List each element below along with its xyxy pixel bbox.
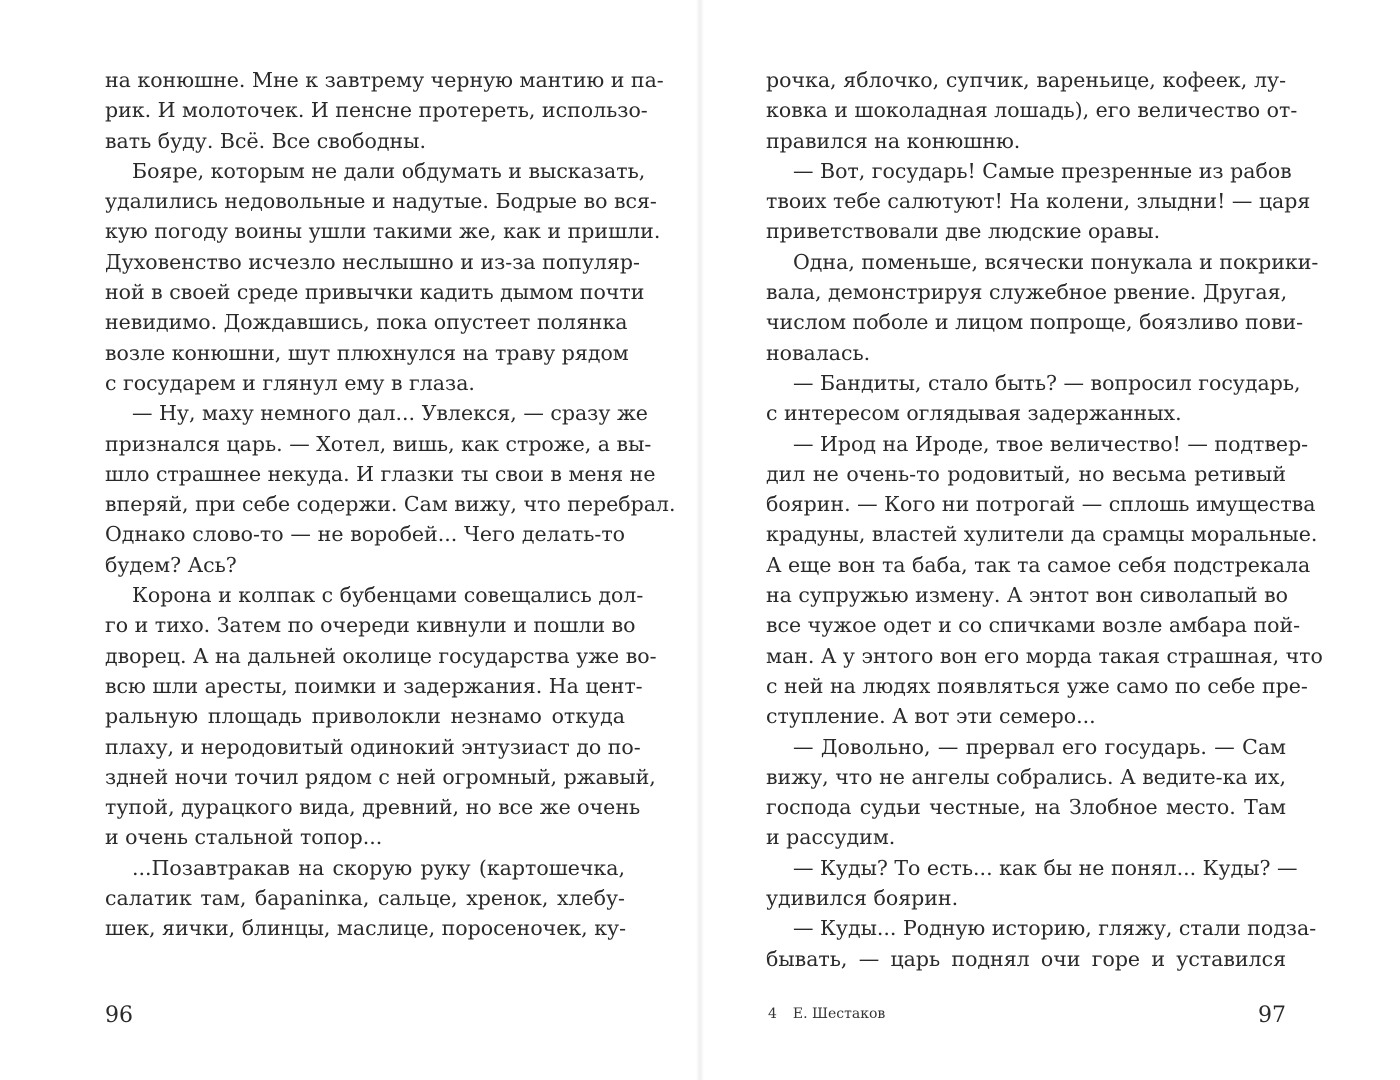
text-line: боярин. — Кого ни потрогай — сплошь имущества [766, 492, 1316, 517]
printer-signature [768, 1006, 885, 1022]
text-line: ральную площадь приволокли незнамо откуда [105, 704, 625, 729]
text-line: салатик там, бараninка, сальце, хренок, хлебу- [105, 886, 625, 911]
text-line: вала, демонстрируя служебное рвение. Другая, [766, 280, 1288, 305]
text-line: вперяй, при себе содержи. Сам вижу, что перебрал. [105, 492, 676, 517]
text-line: все чужое одет и со спичками возле амбара пой- [766, 613, 1301, 638]
text-line: признался царь. — Хотел, вишь, как строже, а вы- [105, 431, 652, 456]
text-line: А еще вон та баба, так та самое себя подстрекала [766, 552, 1311, 577]
text-line: дворец. А на дальней околице государства уже во- [105, 643, 657, 668]
text-line: — Ирод на Ироде, твое величество! — подтвер- [793, 431, 1309, 456]
text-line: Корона и колпак с бубенцами совещались дол- [132, 583, 644, 608]
text-line: невидимо. Дождавшись, пока опустеет полянка [105, 310, 628, 335]
text-line: ман. А у энтого вон его морда такая страшная, что [766, 643, 1323, 668]
text-line: — Довольно, — прервал его государь. — Сам [793, 734, 1286, 759]
text-line: — Бандиты, стало быть? — вопросил государь, [793, 370, 1301, 395]
text-line: — Куды... Родную историю, гляжу, стали подза- [793, 916, 1317, 941]
text-line: Духовенство исчезло неслышно и из-за популяр- [105, 249, 640, 274]
text-line: ...Позавтракав на скорую руку (картошечка, [132, 855, 625, 880]
text-line: бывать, — царь поднял очи горе и уставился [766, 946, 1286, 971]
text-line: господа судьи честные, на Злобное место. Там [766, 795, 1286, 820]
text-line: рочка, яблочко, супчик, вареньице, кофеек, лу- [766, 68, 1286, 92]
text-line: здней ночи точил рядом с ней огромный, ржавый, [105, 764, 656, 789]
text-line: удивился боярин. [766, 886, 959, 911]
text-line: на супружью измену. А энтот вон сиволапый во [766, 583, 1288, 608]
text-line: удалились недовольные и надутые. Бодрые во вся- [105, 189, 657, 214]
text-line: Одна, поменьше, всячески понукала и покрики- [793, 249, 1319, 274]
text-line: правился на конюшню. [766, 128, 1021, 153]
text-line: с ней на людях появляться уже само по себе пре- [766, 673, 1308, 698]
text-line: плаху, и неродовитый одинокий энтузиаст до по- [105, 734, 641, 759]
text-line: с интересом оглядывая задержанных. [766, 401, 1182, 426]
signature-number: 4 [768, 1006, 777, 1022]
text-line: кую погоду воины ушли такими же, как и пришли. [105, 219, 661, 244]
text-line: Однако слово-то — не воробей... Чего делать-то [105, 522, 625, 547]
text-line: — Куды? То есть... как бы не понял... Куды? — [793, 855, 1298, 880]
text-line: дил не очень-то родовитый, но весьма ретивый [766, 461, 1286, 486]
signature-author: Е. Шестаков [792, 1006, 886, 1022]
text-line: приветствовали две людские оравы. [766, 219, 1161, 244]
text-line: твоих тебе салютуют! На колени, злыдни! — царя [766, 189, 1311, 214]
text-line: числом поболе и лицом попроще, боязливо пови- [766, 310, 1304, 335]
left-page-text [105, 65, 676, 944]
text-line: шло страшнее некуда. И глазки ты свои в меня не [105, 461, 656, 486]
text-line: ступление. А вот эти семеро... [766, 704, 1096, 729]
text-line: шек, яички, блинцы, маслице, поросеночек, ку- [105, 916, 627, 941]
text-line: и рассудим. [766, 825, 896, 850]
text-line: тупой, дурацкого вида, древний, но все же очень [105, 795, 641, 820]
text-line: и очень стальной топор... [105, 825, 383, 850]
text-line: вижу, что не ангелы собрались. А ведите-ка их, [766, 764, 1286, 789]
text-line: с государем и глянул ему в глаза. [105, 370, 475, 395]
right-page [700, 0, 1400, 1080]
text-line: новалась. [766, 340, 871, 365]
text-line: всю шли аресты, поимки и задержания. На цент- [105, 673, 643, 698]
right-page-text [766, 65, 1323, 974]
text-line: крадуны, властей хулители да срамцы моральные. [766, 522, 1318, 547]
left-page-number: 96 [105, 1003, 133, 1028]
text-line: рик. И молоточек. И пенсне протереть, использо- [105, 98, 648, 123]
text-line: будем? Ась? [105, 552, 237, 577]
text-line: го и тихо. Затем по очереди кивнули и пошли во [105, 613, 636, 638]
text-line: ной в своей среде привычки кадить дымом почти [105, 280, 645, 305]
text-line: возле конюшни, шут плюхнулся на траву рядом [105, 340, 629, 365]
right-page-number: 97 [1258, 1003, 1286, 1028]
text-line: на конюшне. Мне к завтрему черную мантию и па- [105, 68, 664, 92]
text-line: — Вот, государь! Самые презренные из рабов [793, 158, 1292, 183]
text-line: Бояре, которым не дали обдумать и высказать, [132, 158, 646, 183]
text-line: — Ну, маху немного дал... Увлекся, — сразу же [132, 401, 648, 426]
text-line: ковка и шоколадная лошадь), его величество от- [766, 98, 1298, 123]
text-line: вать буду. Всё. Все свободны. [105, 128, 426, 153]
